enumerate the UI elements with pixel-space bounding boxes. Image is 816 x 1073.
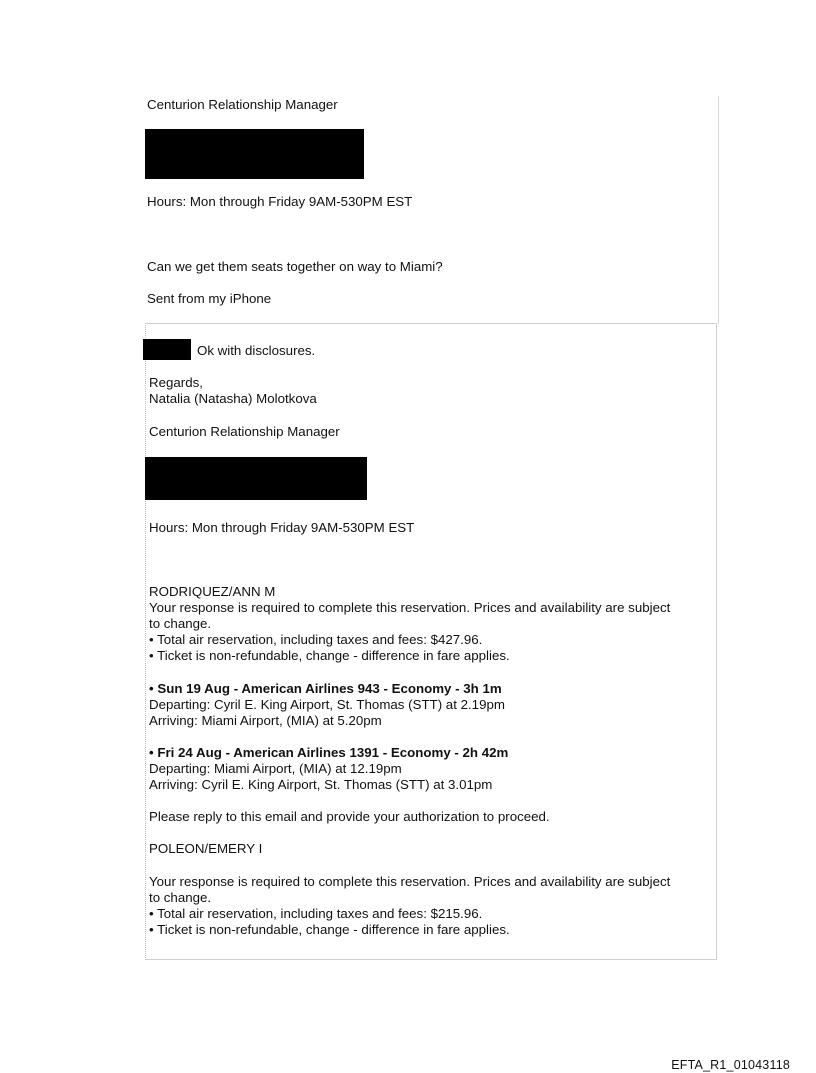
- passenger-name: POLEON/EMERY I: [149, 841, 263, 856]
- sender-title: Centurion Relationship Manager: [149, 424, 340, 439]
- document-id: EFTA_R1_01043118: [671, 1058, 790, 1072]
- passenger-name: RODRIQUEZ/ANN M: [149, 584, 276, 599]
- sender-name: Natalia (Natasha) Molotkova: [149, 391, 317, 406]
- reservation-notice: to change.: [149, 616, 212, 631]
- office-hours: Hours: Mon through Friday 9AM-530PM EST: [147, 194, 413, 209]
- flight-departing: Departing: Cyril E. King Airport, St. Thomas (STT) at 2.19pm: [149, 697, 505, 712]
- fare-total: • Total air reservation, including taxes and fees: $427.96.: [149, 632, 483, 647]
- flight-arriving: Arriving: Miami Airport, (MIA) at 5.20pm: [149, 713, 382, 728]
- flight-header: • Fri 24 Aug - American Airlines 1391 - Economy - 2h 42m: [149, 745, 509, 760]
- sender-title: Centurion Relationship Manager: [147, 97, 338, 112]
- fare-total: • Total air reservation, including taxes and fees: $215.96.: [149, 906, 483, 921]
- ticket-terms: • Ticket is non-refundable, change - difference in fare applies.: [149, 922, 510, 937]
- regards-line: Regards,: [149, 375, 203, 390]
- disclosure-ok: Ok with disclosures.: [197, 343, 316, 358]
- redaction-block: [145, 457, 367, 500]
- authorization-request: Please reply to this email and provide your authorization to proceed.: [149, 809, 550, 824]
- office-hours: Hours: Mon through Friday 9AM-530PM EST: [149, 520, 415, 535]
- redaction-block: [145, 129, 364, 179]
- reservation-notice: to change.: [149, 890, 212, 905]
- flight-arriving: Arriving: Cyril E. King Airport, St. Thomas (STT) at 3.01pm: [149, 777, 493, 792]
- reservation-notice: Your response is required to complete this reservation. Prices and availability are subject: [149, 874, 671, 889]
- reservation-notice: Your response is required to complete this reservation. Prices and availability are subject: [149, 600, 671, 615]
- message-signature: Sent from my iPhone: [147, 291, 272, 306]
- redaction-block: [143, 339, 191, 360]
- flight-header: • Sun 19 Aug - American Airlines 943 - Economy - 3h 1m: [149, 681, 502, 696]
- email-border: [718, 96, 719, 324]
- flight-departing: Departing: Miami Airport, (MIA) at 12.19pm: [149, 761, 402, 776]
- message-question: Can we get them seats together on way to Miami?: [147, 259, 443, 274]
- ticket-terms: • Ticket is non-refundable, change - difference in fare applies.: [149, 648, 510, 663]
